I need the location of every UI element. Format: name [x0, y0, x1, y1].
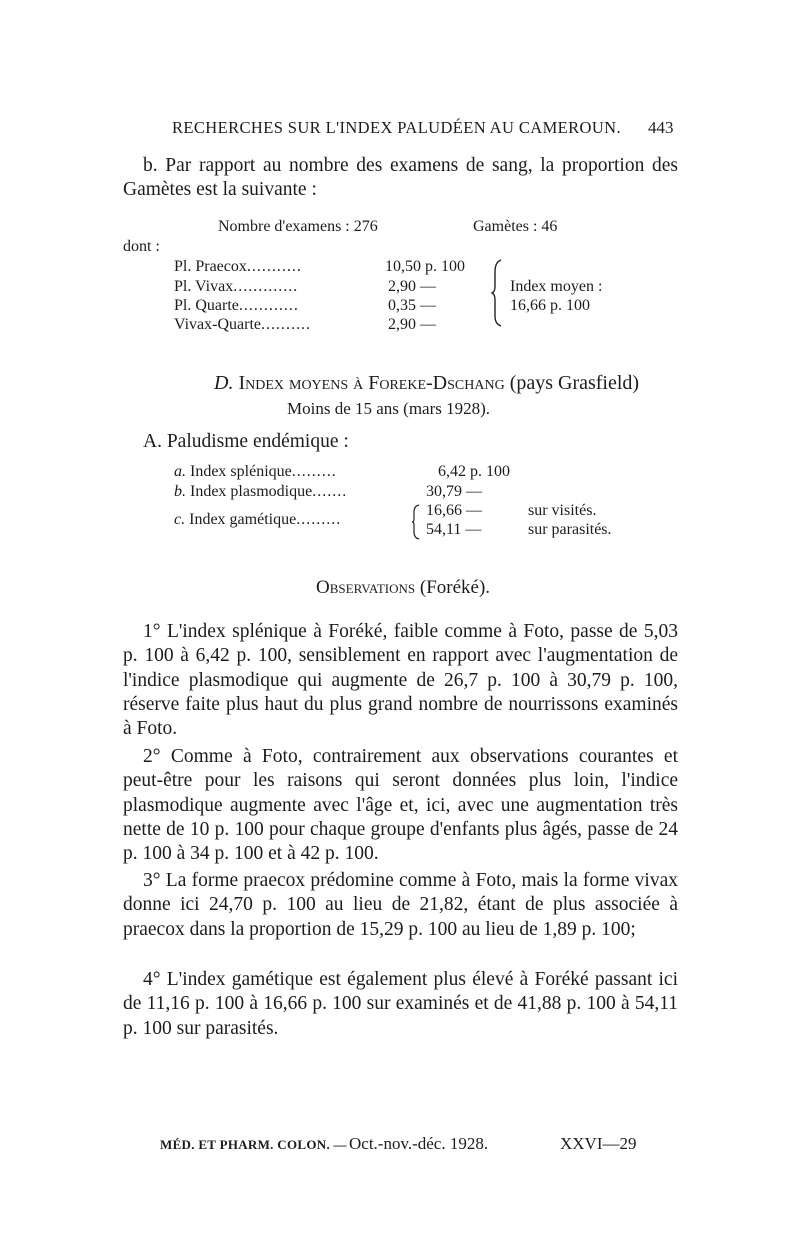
- table-row-value: 54,11 —: [426, 521, 482, 538]
- gametes-count: Gamètes : 46: [473, 218, 558, 235]
- table-row-value: 30,79 —: [426, 483, 482, 500]
- brace-icon: [411, 503, 421, 541]
- observations-title: Observations (Foréké).: [316, 577, 491, 598]
- table-row-value: 0,35 —: [388, 297, 436, 314]
- page-number: 443: [648, 118, 674, 137]
- observation-paragraph-1: 1° L'index splénique à Foréké, faible comme à Foto, passe de 5,03 p. 100 à 6,42 p. 100, sensiblement en rapport avec l'augmentation de l'indice plasmodique qui augmente de 26,7 p. 100 à 30,79 p. 100, réserve faite plus haut du plus grand nombre de nourrissons examinés à Foto.: [123, 621, 678, 740]
- table-row-value: 2,90 —: [388, 316, 436, 333]
- table-row: a. Index splénique.........: [174, 463, 337, 480]
- table-row-value: 6,42 p. 100: [438, 463, 510, 480]
- footer-date: Oct.-nov.-déc. 1928.: [349, 1134, 489, 1153]
- table-row-value: 10,50 p. 100: [385, 258, 465, 275]
- footer-journal: MÉD. ET PHARM. COLON. —: [160, 1137, 347, 1152]
- table-row: Pl. Vivax.............: [174, 278, 299, 295]
- section-d-title: D. Index moyens à Foreke-Dschang (pays Grasfield): [214, 372, 640, 394]
- table-row: Pl. Praecox...........: [174, 258, 302, 275]
- observation-paragraph-3: 3° La forme praecox prédomine comme à Foto, mais la forme vivax donne ici 24,70 p. 100 au lieu de 21,82, étant de plus associée à praecox dans la proportion de 15,29 p. 100 au lieu de 1,89 p. 100;: [123, 870, 678, 940]
- table-row-value: 2,90 —: [388, 278, 436, 295]
- index-moyen-label: Index moyen :: [510, 278, 603, 295]
- table-row-note: sur visités.: [528, 502, 597, 519]
- table-row: Vivax-Quarte..........: [174, 316, 311, 333]
- examens-count: Nombre d'examens : 276: [218, 218, 378, 235]
- dont-label: dont :: [123, 238, 160, 255]
- footer-signature: XXVI—29: [560, 1134, 637, 1153]
- observation-paragraph-4: 4° L'index gamétique est également plus élevé à Foréké passant ici de 11,16 p. 100 à 16,66 p. 100 sur examinés et de 41,88 p. 100 à 54,11 p. 100 sur parasités.: [123, 969, 678, 1039]
- section-b-text: b. Par rapport au nombre des examens de sang, la proportion des Gamètes est la suivante :: [123, 155, 678, 201]
- section-a-heading: A. Paludisme endémique :: [143, 431, 349, 452]
- section-d-subtitle: Moins de 15 ans (mars 1928).: [287, 399, 491, 418]
- table-row: Pl. Quarte............: [174, 297, 299, 314]
- table-row-value: 16,66 —: [426, 502, 482, 519]
- brace-icon: [491, 258, 505, 328]
- running-title: RECHERCHES SUR L'INDEX PALUDÉEN AU CAMEROUN.: [172, 118, 621, 137]
- table-row: b. Index plasmodique.......: [174, 483, 348, 500]
- observation-paragraph-2: 2° Comme à Foto, contrairement aux observations courantes et peut-être pour les raisons qui seront données plus loin, l'indice plasmodique augmente avec l'âge et, ici, avec une augmentation très nette de 10 p. 100 pour chaque groupe d'enfants plus âgés, passe de 24 p. 100 à 34 p. 100 et à 42 p. 100.: [123, 746, 678, 865]
- index-moyen-value: 16,66 p. 100: [510, 297, 590, 314]
- table-row: c. Index gamétique.........: [174, 511, 342, 528]
- table-row-note: sur parasités.: [528, 521, 612, 538]
